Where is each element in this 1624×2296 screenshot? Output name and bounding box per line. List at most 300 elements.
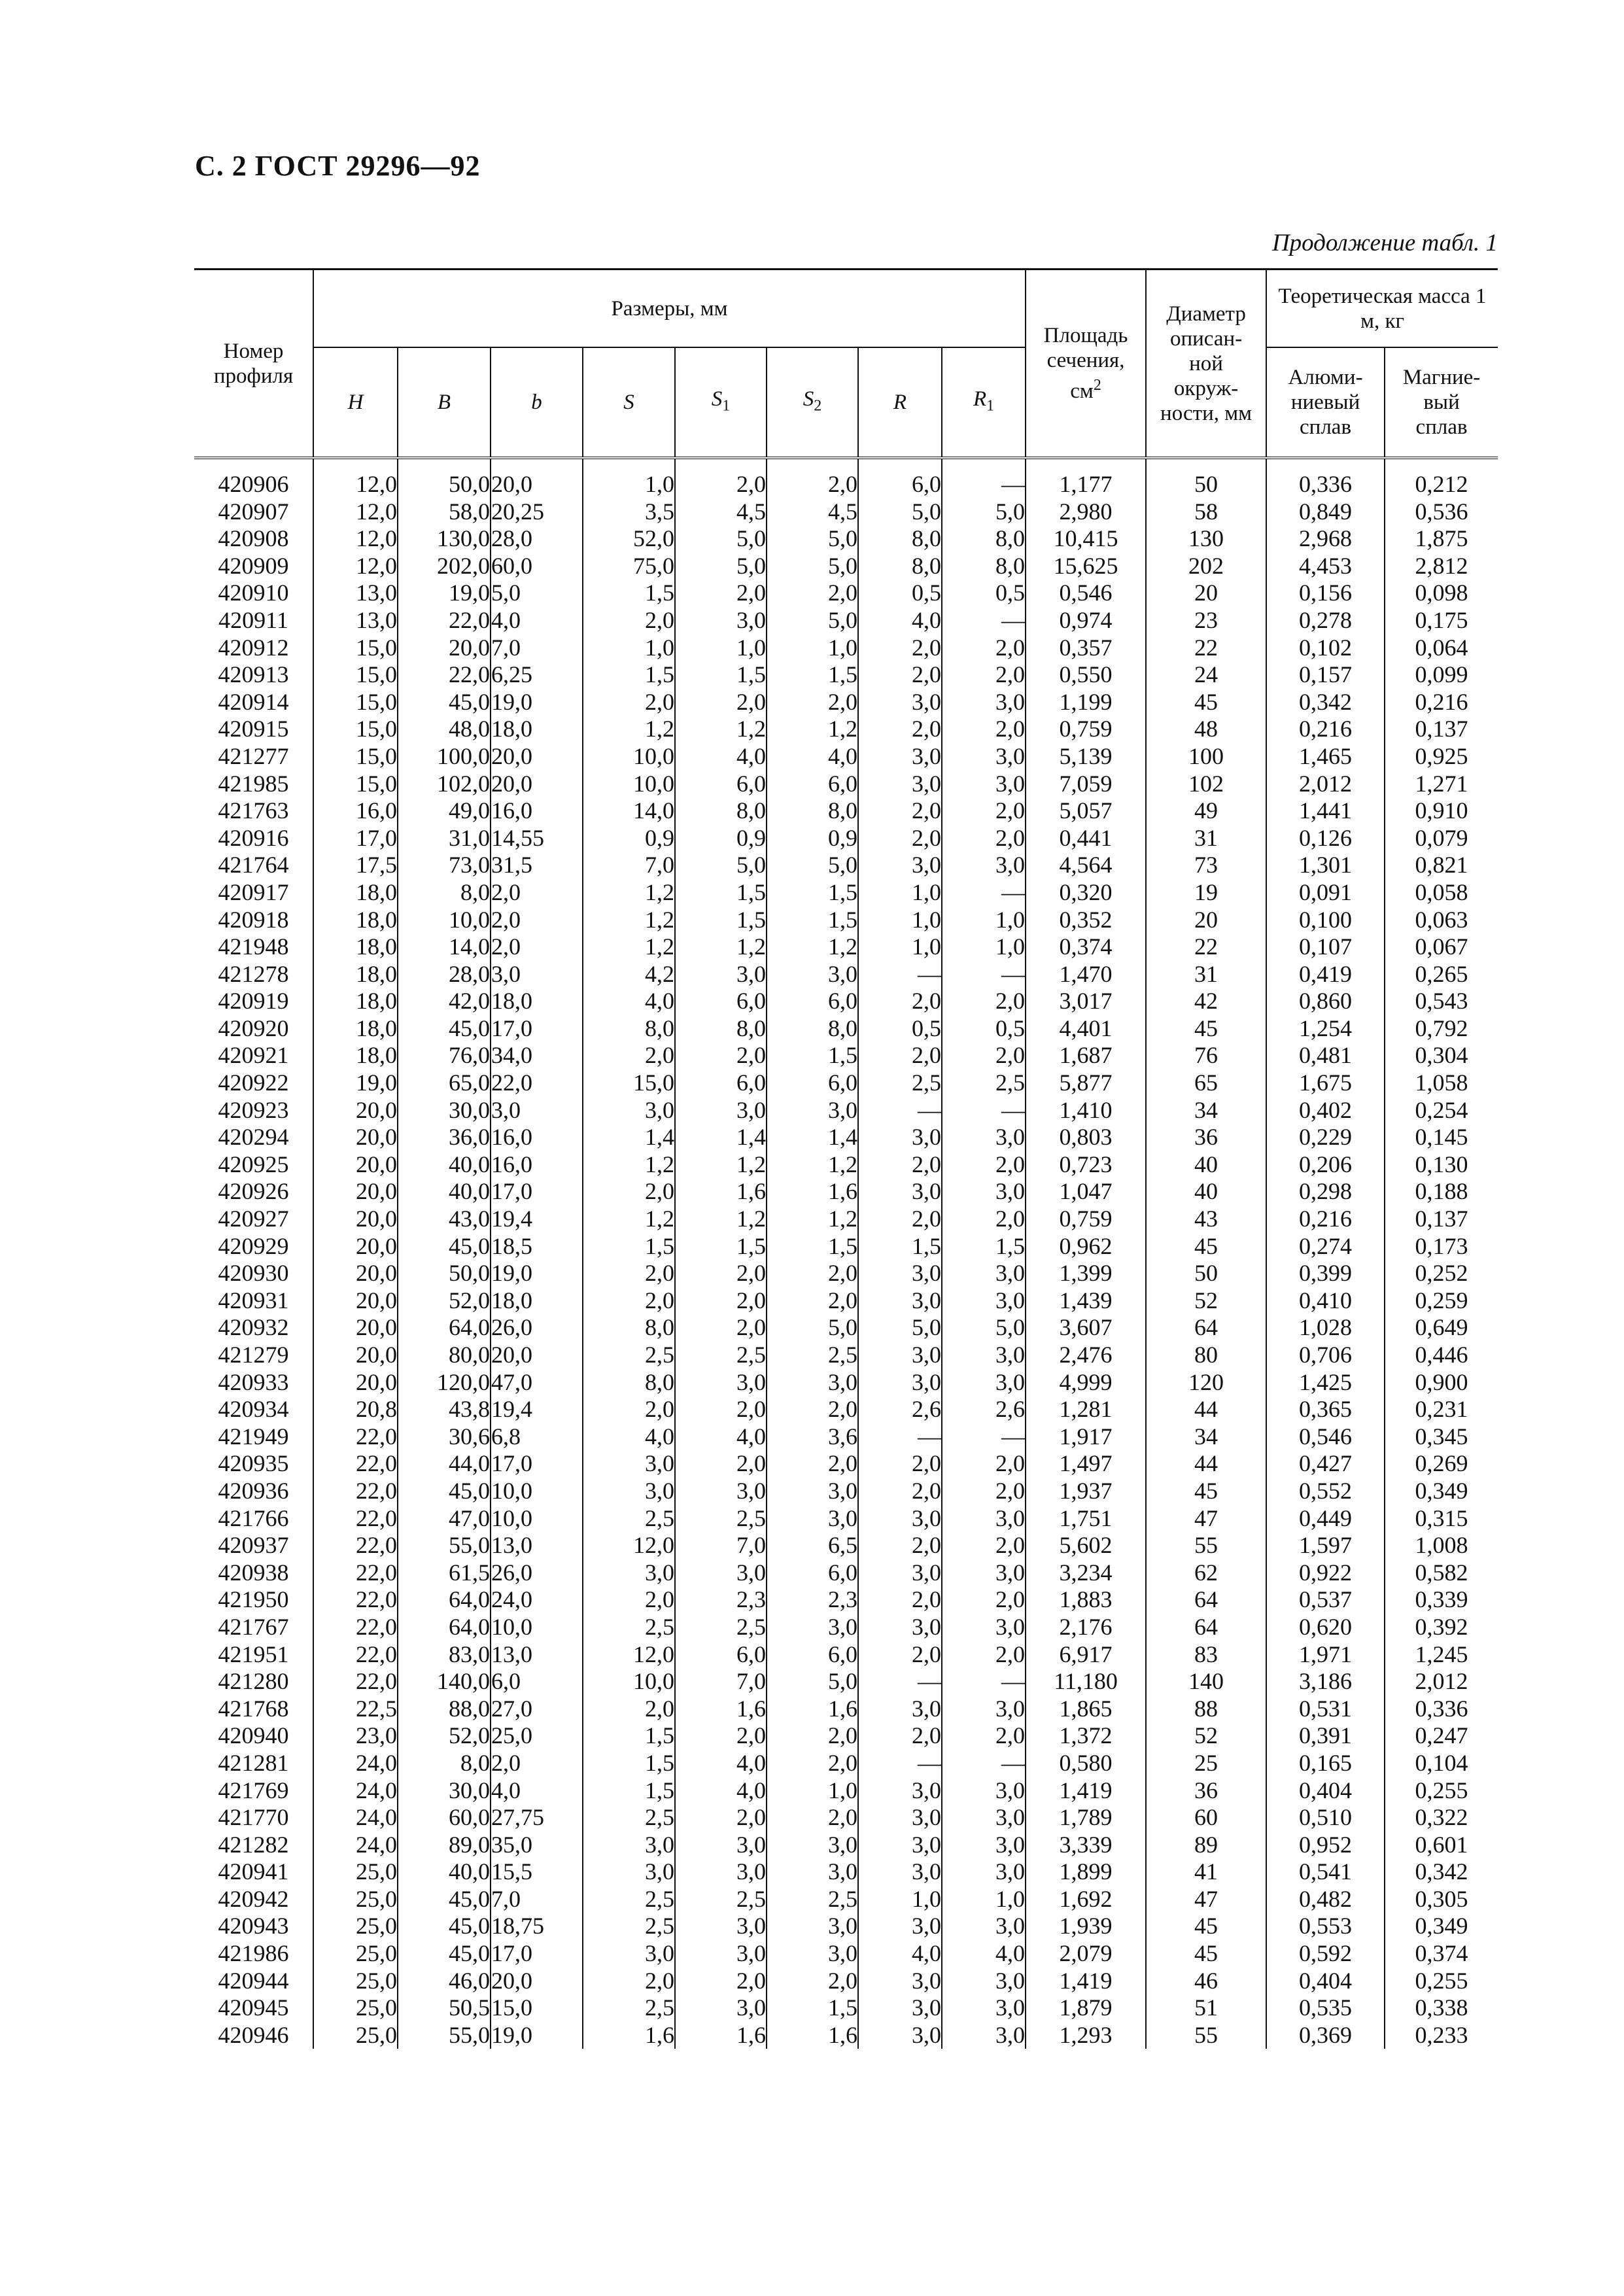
table-cell: 3,0 — [767, 961, 858, 988]
table-cell: 420912 — [218, 634, 289, 661]
table-cell: 23 — [1146, 607, 1266, 635]
table-cell: — — [858, 1750, 942, 1777]
table-cell: 6,25 — [491, 661, 583, 689]
table-cell: 0,254 — [1385, 1097, 1498, 1124]
table-cell: 3,0 — [583, 1832, 675, 1859]
table-cell: 0,156 — [1266, 580, 1385, 607]
table-cell: 12,0 — [583, 1532, 675, 1559]
table-cell: 1,497 — [1026, 1450, 1146, 1478]
table-cell: 0,130 — [1385, 1151, 1498, 1179]
table-cell: 20,0 — [398, 635, 491, 662]
table-cell: 6,8 — [491, 1423, 583, 1451]
table-cell: 41 — [1146, 1858, 1266, 1886]
table-cell: 50 — [1146, 458, 1266, 498]
table-cell: 2,5 — [942, 1070, 1026, 1097]
table-cell: 18,0 — [491, 716, 583, 743]
table-cell: 1,2 — [675, 1151, 767, 1179]
table-cell: 3,0 — [858, 1260, 942, 1287]
table-cell: 3,0 — [858, 1559, 942, 1587]
table-cell: 0,342 — [1385, 1858, 1498, 1886]
table-cell: 3,0 — [767, 1940, 858, 1968]
table-cell: 46 — [1146, 1968, 1266, 1995]
table-cell: 420931 — [218, 1287, 289, 1313]
table-cell: 420932 — [218, 1314, 289, 1341]
table-cell: 20,0 — [313, 1287, 398, 1315]
table-cell: 0,580 — [1026, 1750, 1146, 1777]
table-cell: 3,0 — [858, 1124, 942, 1151]
table-row — [194, 607, 1498, 635]
table-cell: 20,0 — [491, 1968, 583, 1995]
table-cell: 2,6 — [858, 1396, 942, 1423]
table-cell: 64 — [1146, 1586, 1266, 1614]
table-cell: 2,0 — [942, 1532, 1026, 1559]
table-cell: 0,365 — [1266, 1396, 1385, 1423]
table-cell: 1,0 — [942, 933, 1026, 961]
table-cell: 3,0 — [942, 1559, 1026, 1587]
table-cell: 3,0 — [942, 1858, 1026, 1886]
table-cell: 0,482 — [1266, 1886, 1385, 1913]
table-row — [194, 1777, 1498, 1805]
table-cell: 8,0 — [942, 525, 1026, 553]
table-cell: 1,441 — [1266, 797, 1385, 825]
table-cell: 1,5 — [675, 879, 767, 907]
table-cell: — — [942, 1750, 1026, 1777]
table-cell: 2,0 — [767, 1260, 858, 1287]
table-cell: 3,0 — [491, 1097, 583, 1124]
table-cell: 13,0 — [313, 607, 398, 635]
table-cell: 420922 — [218, 1070, 289, 1096]
table-cell: 3,0 — [675, 1369, 767, 1397]
table-cell: 23,0 — [313, 1722, 398, 1750]
table-cell: 27,75 — [491, 1804, 583, 1832]
table-cell: 4,0 — [675, 1750, 767, 1777]
table-cell: 420943 — [218, 1913, 289, 1939]
table-row — [194, 1260, 1498, 1287]
table-cell: 8,0 — [398, 879, 491, 907]
table-cell: 0,419 — [1266, 961, 1385, 988]
header-area — [1026, 270, 1146, 459]
table-cell: 18,5 — [491, 1233, 583, 1261]
table-cell: 5,0 — [942, 498, 1026, 526]
table-cell: 52 — [1146, 1287, 1266, 1315]
table-cell: 1,2 — [583, 1151, 675, 1179]
table-cell: 4,0 — [583, 988, 675, 1015]
table-cell: 50 — [1146, 1260, 1266, 1287]
table-cell: 17,5 — [313, 852, 398, 879]
table-cell: 420936 — [218, 1477, 289, 1504]
table-cell: 42,0 — [398, 988, 491, 1015]
table-cell: 12,0 — [313, 498, 398, 526]
table-cell: 5,0 — [675, 525, 767, 553]
table-cell: 0,255 — [1385, 1968, 1498, 1995]
table-cell: 5,602 — [1026, 1532, 1146, 1559]
table-cell: 3,0 — [675, 961, 767, 988]
table-row — [194, 1342, 1498, 1369]
table-cell: 1,301 — [1266, 852, 1385, 879]
table-cell: 130,0 — [398, 525, 491, 553]
table-cell: 1,789 — [1026, 1804, 1146, 1832]
table-row — [194, 1940, 1498, 1968]
table-cell: 5,0 — [767, 553, 858, 580]
table-cell: 50,5 — [398, 1994, 491, 2022]
table-cell: 3,0 — [942, 1342, 1026, 1369]
table-cell: 420907 — [218, 498, 289, 525]
table-cell: 3,0 — [767, 1832, 858, 1859]
table-cell: 1,0 — [767, 635, 858, 662]
table-cell: 83,0 — [398, 1641, 491, 1669]
table-cell: 22,0 — [313, 1641, 398, 1669]
table-cell: 8,0 — [767, 797, 858, 825]
table-cell: 88 — [1146, 1696, 1266, 1723]
table-cell: 25,0 — [491, 1722, 583, 1750]
table-cell: 3,0 — [858, 1777, 942, 1805]
table-cell: 2,5 — [675, 1886, 767, 1913]
table-cell: 420913 — [218, 661, 289, 688]
table-cell: 421282 — [218, 1831, 289, 1858]
table-cell: 18,0 — [313, 961, 398, 988]
table-cell: 45,0 — [398, 1940, 491, 1968]
table-cell: 1,5 — [583, 580, 675, 607]
table-cell: 2,0 — [858, 797, 942, 825]
table-cell: 420940 — [218, 1722, 289, 1749]
table-cell: 15,0 — [313, 635, 398, 662]
table-cell: 45,0 — [398, 1886, 491, 1913]
table-cell: 2,0 — [675, 1314, 767, 1342]
table-cell: 31 — [1146, 961, 1266, 988]
table-cell: 55,0 — [398, 1532, 491, 1559]
table-cell: 0,759 — [1026, 1206, 1146, 1233]
table-cell: 0,803 — [1026, 1124, 1146, 1151]
table-row — [194, 1070, 1498, 1097]
table-cell: 10,0 — [491, 1478, 583, 1505]
table-cell: 1,865 — [1026, 1696, 1146, 1723]
table-cell: 19 — [1146, 879, 1266, 907]
table-cell: 3,0 — [942, 771, 1026, 798]
table-row — [194, 498, 1498, 526]
table-cell: 2,0 — [583, 1287, 675, 1315]
table-row — [194, 1233, 1498, 1261]
table-cell: 2,5 — [583, 1342, 675, 1369]
table-cell: 4,0 — [675, 1777, 767, 1805]
table-cell: 0,552 — [1266, 1478, 1385, 1505]
table-cell: 4,401 — [1026, 1015, 1146, 1043]
table-cell: 20,0 — [313, 1233, 398, 1261]
table-cell: 1,5 — [767, 879, 858, 907]
table-cell: 40,0 — [398, 1151, 491, 1179]
table-cell: 420906 — [218, 471, 289, 497]
table-cell: 5,0 — [858, 498, 942, 526]
table-row — [194, 1750, 1498, 1777]
table-cell: 16,0 — [491, 1151, 583, 1179]
table-cell: 2,5 — [767, 1886, 858, 1913]
table-cell: 28,0 — [398, 961, 491, 988]
table-cell: 3,0 — [767, 1369, 858, 1397]
table-cell: 22,0 — [313, 1532, 398, 1559]
table-cell: 30,0 — [398, 1777, 491, 1805]
table-cell: 20,0 — [491, 458, 583, 498]
table-cell: 2,0 — [942, 1722, 1026, 1750]
table-cell: 140 — [1146, 1668, 1266, 1696]
table-cell: 2,5 — [675, 1505, 767, 1533]
table-cell: 25,0 — [313, 1968, 398, 1995]
table-cell: 420941 — [218, 1858, 289, 1885]
table-cell: 0,137 — [1385, 1206, 1498, 1233]
table-cell: 1,5 — [767, 1233, 858, 1261]
table-cell: 18,75 — [491, 1913, 583, 1940]
table-cell: 420916 — [218, 824, 289, 851]
table-row — [194, 525, 1498, 553]
table-cell: — — [858, 1668, 942, 1696]
table-cell: 2,0 — [491, 879, 583, 907]
table-cell: 43 — [1146, 1206, 1266, 1233]
table-cell: 0,188 — [1385, 1178, 1498, 1206]
table-cell: 2,0 — [675, 1804, 767, 1832]
table-cell: 4,0 — [767, 743, 858, 771]
table-cell: 5,0 — [767, 852, 858, 879]
table-cell: 5,139 — [1026, 743, 1146, 771]
table-cell: 1,0 — [767, 1777, 858, 1805]
table-cell: 421277 — [218, 742, 289, 769]
table-cell: 2,0 — [858, 825, 942, 852]
table-cell: 0,342 — [1266, 689, 1385, 716]
page-title: С. 2 ГОСТ 29296—92 — [195, 150, 481, 182]
table-cell: 45 — [1146, 689, 1266, 716]
table-cell: 44 — [1146, 1396, 1266, 1423]
table-cell: 2,0 — [767, 689, 858, 716]
table-cell: 420920 — [218, 1015, 289, 1041]
table-cell: 0,481 — [1266, 1042, 1385, 1070]
table-cell: 36,0 — [398, 1124, 491, 1151]
table-cell: 31 — [1146, 825, 1266, 852]
table-row — [194, 797, 1498, 825]
table-cell: 5,0 — [675, 852, 767, 879]
table-cell: 25,0 — [313, 1940, 398, 1968]
table-cell: 8,0 — [675, 1015, 767, 1043]
table-row — [194, 743, 1498, 771]
table-cell: 1,675 — [1266, 1070, 1385, 1097]
table-cell: 0,582 — [1385, 1559, 1498, 1587]
table-cell: 0,338 — [1385, 1994, 1498, 2022]
table-cell: 420926 — [218, 1178, 289, 1205]
table-cell: 40,0 — [398, 1178, 491, 1206]
table-cell: 18,0 — [491, 988, 583, 1015]
table-cell: 420910 — [218, 580, 289, 606]
table-cell: 0,247 — [1385, 1722, 1498, 1750]
table-cell: 8,0 — [398, 1750, 491, 1777]
table-cell: 4,564 — [1026, 852, 1146, 879]
table-cell: 1,5 — [675, 661, 767, 689]
table-cell: 2,0 — [858, 1532, 942, 1559]
table-cell: 3,0 — [675, 1913, 767, 1940]
table-cell: 130 — [1146, 525, 1266, 553]
table-cell: 421769 — [218, 1777, 289, 1803]
table-cell: 22 — [1146, 933, 1266, 961]
table-cell: 421951 — [218, 1641, 289, 1667]
table-cell: 420944 — [218, 1967, 289, 1994]
table-cell: 31,5 — [491, 852, 583, 879]
table-cell: 3,0 — [942, 1124, 1026, 1151]
table-row — [194, 1968, 1498, 1995]
table-cell: 420934 — [218, 1396, 289, 1423]
table-cell: 420921 — [218, 1042, 289, 1069]
table-cell: 2,0 — [583, 1968, 675, 1995]
table-cell: 1,058 — [1385, 1070, 1498, 1097]
header-magnesium: Магние-вый сплав — [1385, 347, 1498, 458]
table-cell: 3,0 — [942, 743, 1026, 771]
table-cell: 89,0 — [398, 1832, 491, 1859]
table-cell: 3,0 — [858, 1696, 942, 1723]
table-cell: 2,3 — [675, 1586, 767, 1614]
table-cell: 1,751 — [1026, 1505, 1146, 1533]
table-cell: 0,427 — [1266, 1450, 1385, 1478]
table-cell: 22 — [1146, 635, 1266, 662]
table-row — [194, 852, 1498, 879]
table-cell: 1,6 — [767, 2022, 858, 2049]
table-cell: 3,0 — [942, 1260, 1026, 1287]
table-cell: 2,5 — [583, 1804, 675, 1832]
table-cell: 1,937 — [1026, 1478, 1146, 1505]
table-cell: 2,0 — [675, 1042, 767, 1070]
table-cell: 3,0 — [942, 1696, 1026, 1723]
table-cell: 2,812 — [1385, 553, 1498, 580]
table-cell: 4,0 — [675, 1423, 767, 1451]
table-cell: 3,0 — [858, 1287, 942, 1315]
table-cell: 1,008 — [1385, 1532, 1498, 1559]
table-cell: 1,692 — [1026, 1886, 1146, 1913]
table-cell: 3,0 — [942, 1505, 1026, 1533]
table-cell: 0,336 — [1385, 1696, 1498, 1723]
table-cell: 11,180 — [1026, 1668, 1146, 1696]
table-cell: — — [942, 1097, 1026, 1124]
table-cell: — — [942, 961, 1026, 988]
table-cell: 20,0 — [313, 1260, 398, 1287]
table-cell: 3,234 — [1026, 1559, 1146, 1587]
table-cell: 5,0 — [767, 1668, 858, 1696]
table-cell: 2,5 — [583, 1886, 675, 1913]
table-cell: 1,0 — [858, 907, 942, 934]
table-cell: 20,0 — [313, 1369, 398, 1397]
table-cell: 20,0 — [313, 1206, 398, 1233]
table-row — [194, 933, 1498, 961]
table-cell: 58,0 — [398, 498, 491, 526]
table-cell: 18,0 — [313, 1042, 398, 1070]
table-cell: 420946 — [218, 2021, 289, 2048]
table-cell: 3,0 — [942, 1994, 1026, 2022]
table-cell: 2,0 — [858, 1722, 942, 1750]
table-cell: 64,0 — [398, 1314, 491, 1342]
table-cell: 2,0 — [942, 661, 1026, 689]
table-row — [194, 1151, 1498, 1179]
table-cell: 6,0 — [767, 1070, 858, 1097]
table-cell: 3,0 — [858, 1614, 942, 1641]
table-cell: 1,0 — [583, 458, 675, 498]
table-cell: 420937 — [218, 1532, 289, 1559]
table-row — [194, 661, 1498, 689]
table-cell: 65 — [1146, 1070, 1266, 1097]
table-cell: 2,0 — [858, 1206, 942, 1233]
table-cell: 0,446 — [1385, 1342, 1498, 1369]
table-cell: 0,792 — [1385, 1015, 1498, 1043]
table-cell: 4,0 — [858, 1940, 942, 1968]
table-cell: 1,4 — [767, 1124, 858, 1151]
table-cell: 76,0 — [398, 1042, 491, 1070]
table-cell: 0,265 — [1385, 961, 1498, 988]
table-cell: 17,0 — [313, 825, 398, 852]
table-cell: 1,254 — [1266, 1015, 1385, 1043]
table-cell: 1,2 — [767, 1206, 858, 1233]
table-cell: 3,0 — [858, 2022, 942, 2049]
table-cell: 2,0 — [942, 1450, 1026, 1478]
table-cell: 4,0 — [491, 1777, 583, 1805]
table-cell: 2,176 — [1026, 1614, 1146, 1641]
table-cell: 0,252 — [1385, 1260, 1498, 1287]
table-cell: 1,5 — [767, 661, 858, 689]
table-cell: 22,0 — [491, 1070, 583, 1097]
table-cell: 2,5 — [583, 1614, 675, 1641]
table-cell: 0,305 — [1385, 1886, 1498, 1913]
table-cell: 2,0 — [583, 1396, 675, 1423]
table-cell: 0,315 — [1385, 1505, 1498, 1533]
table-cell: 2,5 — [675, 1614, 767, 1641]
table-cell: 0,759 — [1026, 716, 1146, 743]
table-cell: 0,229 — [1266, 1124, 1385, 1151]
table-cell: 120 — [1146, 1369, 1266, 1397]
table-cell: 0,320 — [1026, 879, 1146, 907]
table-cell: 1,879 — [1026, 1994, 1146, 2022]
table-cell: 420927 — [218, 1206, 289, 1232]
table-cell: 16,0 — [313, 797, 398, 825]
table-cell: 0,107 — [1266, 933, 1385, 961]
table-cell: 0,449 — [1266, 1505, 1385, 1533]
header-mass: Теоретическая масса 1 м, кг — [1266, 270, 1498, 348]
table-cell: 22,0 — [398, 661, 491, 689]
table-cell: 2,5 — [583, 1505, 675, 1533]
table-cell: 18,0 — [313, 907, 398, 934]
table-cell: 0,274 — [1266, 1233, 1385, 1261]
table-cell: 421768 — [218, 1695, 289, 1722]
table-cell: 83 — [1146, 1641, 1266, 1669]
table-row — [194, 1858, 1498, 1886]
table-cell: 0,601 — [1385, 1832, 1498, 1859]
table-cell: 2,0 — [942, 635, 1026, 662]
table-cell: 140,0 — [398, 1668, 491, 1696]
table-cell: 0,922 — [1266, 1559, 1385, 1587]
table-cell: 19,0 — [491, 689, 583, 716]
table-cell: 0,126 — [1266, 825, 1385, 852]
table-cell: 20,0 — [313, 1342, 398, 1369]
table-cell: 0,206 — [1266, 1151, 1385, 1179]
table-row — [194, 1178, 1498, 1206]
table-cell: 2,5 — [858, 1070, 942, 1097]
table-cell: 4,0 — [942, 1940, 1026, 1968]
table-cell: 45 — [1146, 1233, 1266, 1261]
table-cell: 10,0 — [583, 743, 675, 771]
table-cell: 0,537 — [1266, 1586, 1385, 1614]
table-cell: 3,0 — [942, 1804, 1026, 1832]
table-cell: 5,057 — [1026, 797, 1146, 825]
table-cell: 2,012 — [1266, 771, 1385, 798]
table-cell: 0,546 — [1026, 580, 1146, 607]
table-cell: 420935 — [218, 1450, 289, 1477]
table-cell: 55 — [1146, 1532, 1266, 1559]
table-cell: — — [942, 1423, 1026, 1451]
table-cell: 45,0 — [398, 1478, 491, 1505]
table-cell: 5,0 — [858, 1314, 942, 1342]
table-cell: 25,0 — [313, 2022, 398, 2049]
table-cell: 0,175 — [1385, 607, 1498, 635]
table-cell: 421986 — [218, 1940, 289, 1967]
table-cell: 7,0 — [675, 1532, 767, 1559]
